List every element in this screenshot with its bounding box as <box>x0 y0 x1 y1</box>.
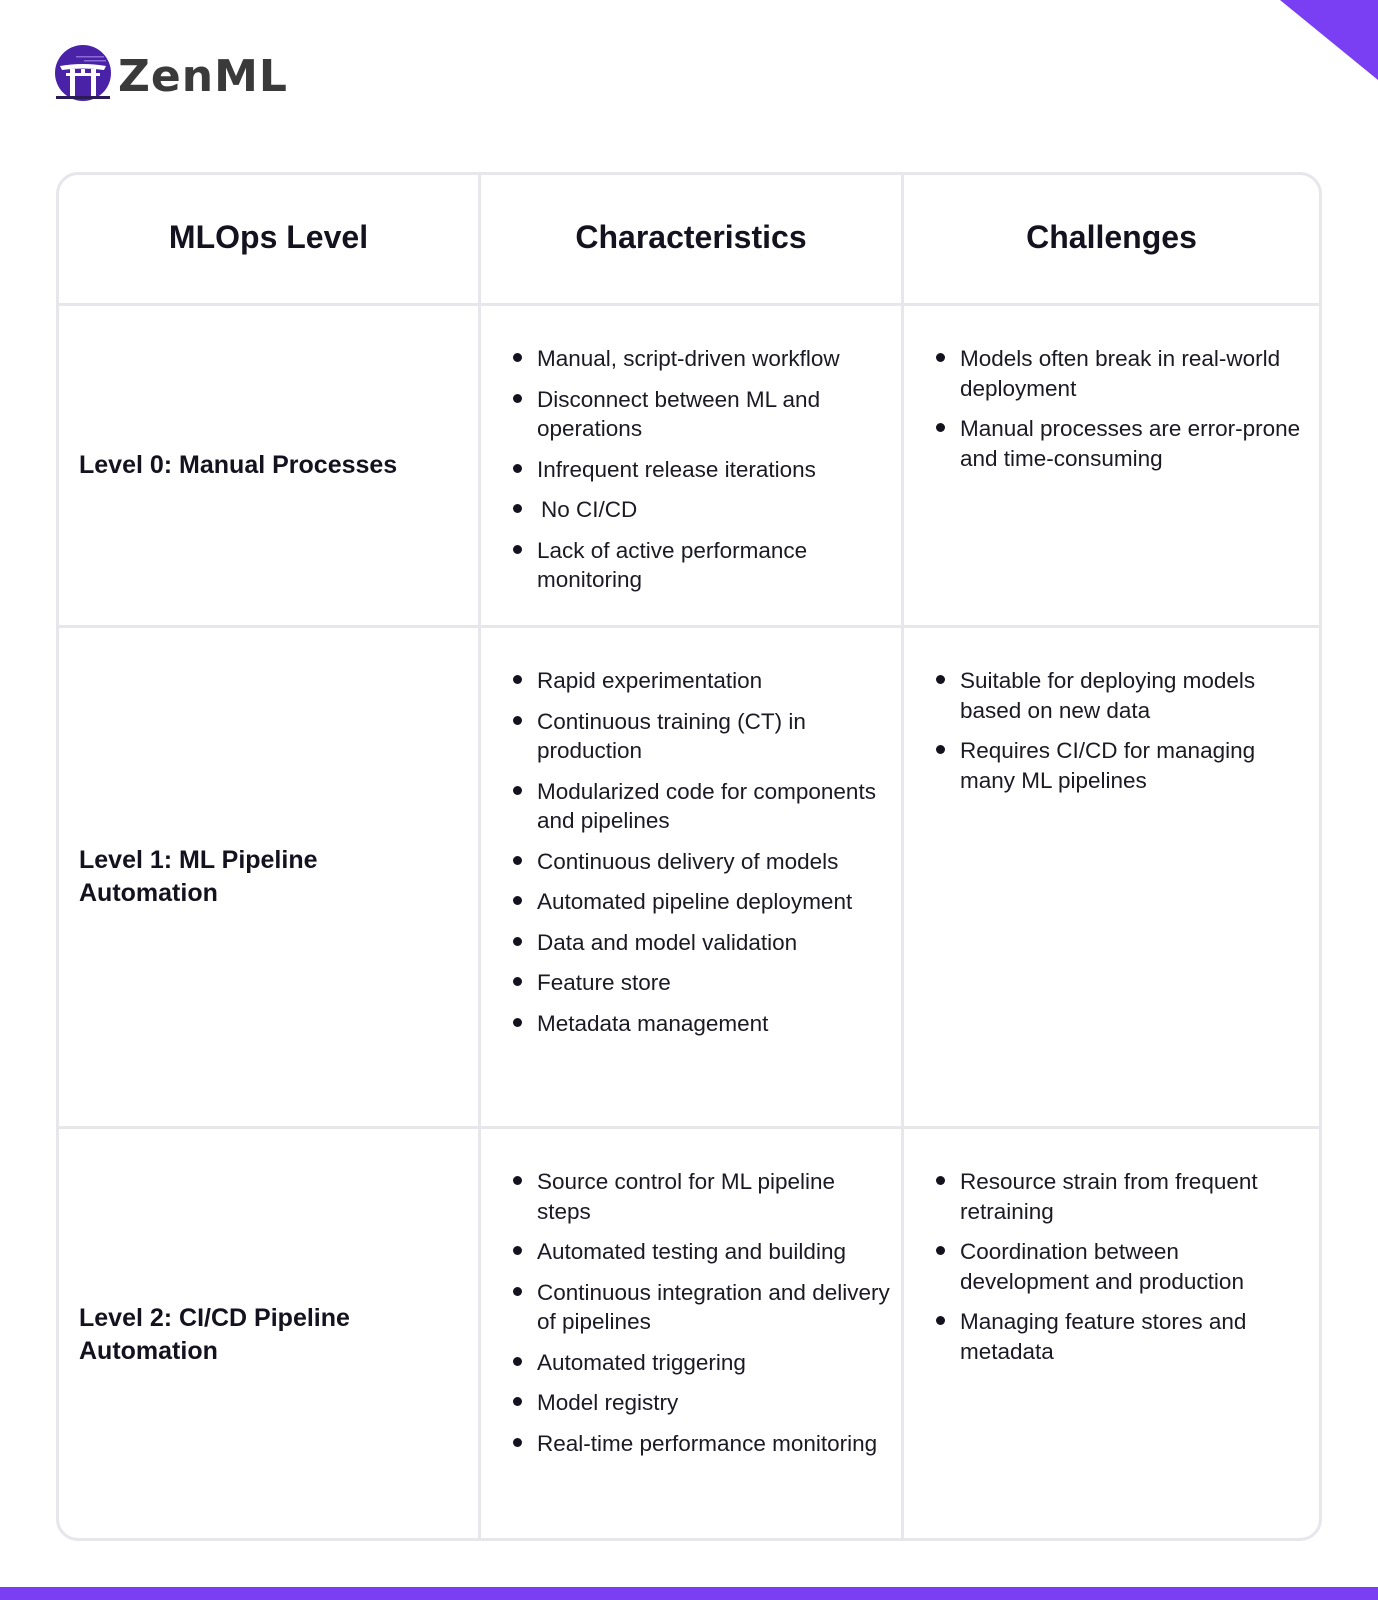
mlops-levels-table <box>56 172 1322 1541</box>
characteristics-cell <box>481 306 904 625</box>
list-item: No CI/CD <box>511 495 891 525</box>
characteristics-list <box>511 1167 891 1458</box>
list-item: Data and model validation <box>511 928 891 958</box>
characteristics-cell <box>481 1129 904 1541</box>
challenges-list <box>934 344 1309 473</box>
list-item: Manual processes are error-prone and time-consuming <box>934 414 1309 473</box>
list-item: Automated pipeline deployment <box>511 887 891 917</box>
level-name: Level 1: ML Pipeline Automation <box>59 628 481 1126</box>
list-item: Model registry <box>511 1388 891 1418</box>
list-item: Models often break in real-world deployment <box>934 344 1309 403</box>
list-item: Continuous training (CT) in production <box>511 707 891 766</box>
level-name: Level 0: Manual Processes <box>59 306 481 625</box>
challenges-cell <box>904 628 1319 1126</box>
list-item: Source control for ML pipeline steps <box>511 1167 891 1226</box>
challenges-list <box>934 1167 1309 1366</box>
list-item: Real-time performance monitoring <box>511 1429 891 1459</box>
brand-name: ZenML <box>118 51 288 102</box>
characteristics-cell <box>481 628 904 1126</box>
table-row <box>59 1129 1319 1541</box>
corner-accent-triangle <box>1280 0 1378 80</box>
list-item: Automated testing and building <box>511 1237 891 1267</box>
list-item: Automated triggering <box>511 1348 891 1378</box>
list-item: Suitable for deploying models based on new data <box>934 666 1309 725</box>
challenges-cell <box>904 1129 1319 1541</box>
header-mlops-level: MLOps Level <box>59 175 481 303</box>
table-row <box>59 628 1319 1129</box>
list-item: Modularized code for components and pipelines <box>511 777 891 836</box>
list-item: Requires CI/CD for managing many ML pipelines <box>934 736 1309 795</box>
torii-gate-icon <box>54 44 112 102</box>
table-row <box>59 306 1319 628</box>
list-item: Rapid experimentation <box>511 666 891 696</box>
list-item: Resource strain from frequent retraining <box>934 1167 1309 1226</box>
list-item: Feature store <box>511 968 891 998</box>
challenges-cell <box>904 306 1319 625</box>
characteristics-list <box>511 344 891 595</box>
list-item: Managing feature stores and metadata <box>934 1307 1309 1366</box>
list-item: Lack of active performance monitoring <box>511 536 891 595</box>
list-item: Coordination between development and production <box>934 1237 1309 1296</box>
characteristics-list <box>511 666 891 1038</box>
header-challenges: Challenges <box>1026 218 1197 255</box>
list-item: Metadata management <box>511 1009 891 1039</box>
list-item: Infrequent release iterations <box>511 455 891 485</box>
list-item: Continuous delivery of models <box>511 847 891 877</box>
zenml-logo <box>54 44 288 102</box>
list-item: Continuous integration and delivery of pipelines <box>511 1278 891 1337</box>
table-header-row <box>59 175 1319 306</box>
bottom-accent-band <box>0 1587 1378 1600</box>
header-characteristics: Characteristics <box>481 175 904 303</box>
list-item: Manual, script-driven workflow <box>511 344 891 374</box>
level-name: Level 2: CI/CD Pipeline Automation <box>59 1129 481 1541</box>
list-item: Disconnect between ML and operations <box>511 385 891 444</box>
challenges-list <box>934 666 1309 795</box>
